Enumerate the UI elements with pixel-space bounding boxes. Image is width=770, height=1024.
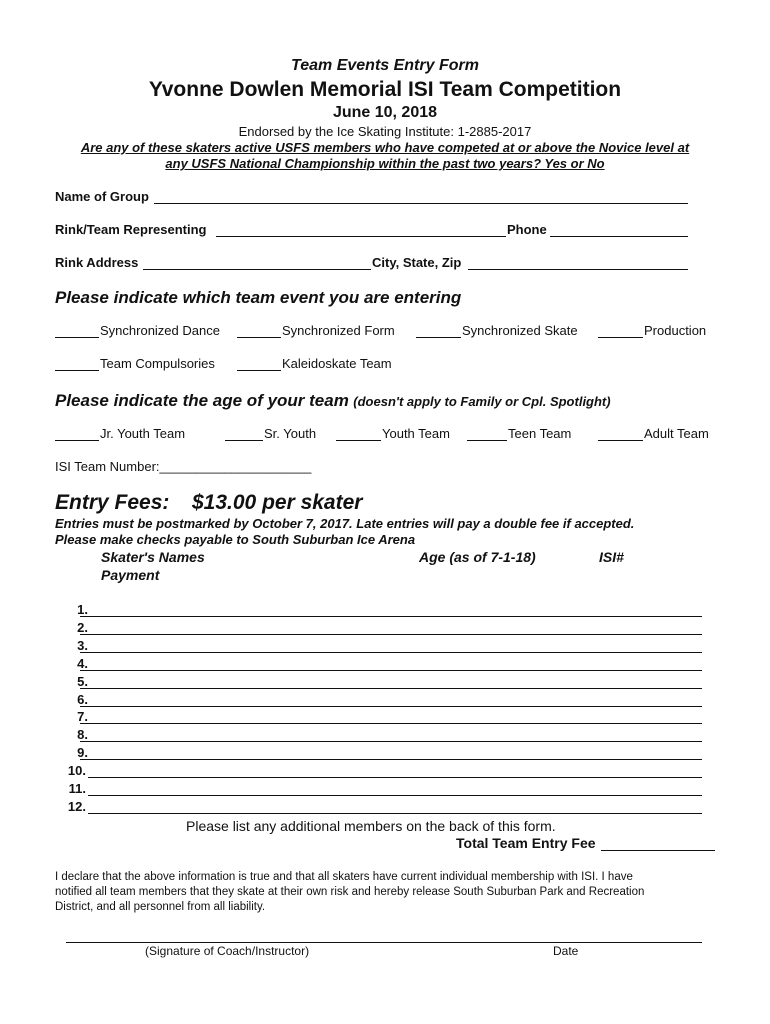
event-section-heading: Please indicate which team event you are entering xyxy=(55,288,462,307)
roster-number: 4. xyxy=(77,655,88,671)
age-option-label: Jr. Youth Team xyxy=(100,426,186,441)
event-option-label: Synchronized Skate xyxy=(462,323,578,338)
age-option-label: Sr. Youth xyxy=(264,426,317,441)
age-heading-note: (doesn't apply to Family or Cpl. Spotlight) xyxy=(353,394,611,409)
group-name-field[interactable] xyxy=(154,203,688,204)
page-title: Yvonne Dowlen Memorial ISI Team Competition xyxy=(148,78,622,101)
entry-fees-heading: Entry Fees: xyxy=(55,491,170,514)
roster-entry-line[interactable] xyxy=(80,688,702,689)
roster-entry-line[interactable] xyxy=(80,706,702,707)
roster-number: 6. xyxy=(77,691,88,707)
roster-number: 9. xyxy=(77,745,88,761)
city-state-zip-field[interactable] xyxy=(468,269,688,270)
usfs-question-line1: Are any of these skaters active USFS members who have competed at or above the Novice level at xyxy=(80,140,690,155)
roster-number: 10. xyxy=(67,763,86,779)
age-blank[interactable] xyxy=(55,427,99,441)
event-date: June 10, 2018 xyxy=(332,104,438,121)
event-blank[interactable] xyxy=(237,324,281,338)
col-skater-names: Skater's Names xyxy=(101,549,205,565)
roster-entry-line[interactable] xyxy=(80,723,702,724)
event-option-sync-skate[interactable] xyxy=(416,323,578,338)
form-subtitle: Team Events Entry Form xyxy=(291,57,479,74)
col-isi: ISI# xyxy=(599,549,624,565)
age-option-jr-youth[interactable] xyxy=(55,426,185,441)
declaration-line2: notified all team members that they skate at their own risk and hereby release South Suburban Park and Recreation xyxy=(55,886,645,898)
endorsement-text: Endorsed by the Ice Skating Institute: 1-2885-2017 xyxy=(238,124,532,139)
event-option-label: Team Compulsories xyxy=(100,356,215,371)
roster-number: 5. xyxy=(77,673,88,689)
age-option-sr-youth[interactable] xyxy=(225,426,316,441)
roster-entry-line[interactable] xyxy=(80,616,702,617)
roster-entry-line[interactable] xyxy=(88,813,702,814)
event-blank[interactable] xyxy=(55,324,99,338)
age-option-label: Teen Team xyxy=(508,426,572,441)
age-blank[interactable] xyxy=(467,427,507,441)
age-blank[interactable] xyxy=(598,427,643,441)
event-option-kaleidoskate[interactable] xyxy=(237,356,392,371)
roster-entry-line[interactable] xyxy=(88,777,702,778)
age-option-label: Youth Team xyxy=(382,426,450,441)
event-option-label: Synchronized Dance xyxy=(100,323,220,338)
age-option-youth[interactable] xyxy=(336,426,450,441)
event-option-sync-dance[interactable] xyxy=(55,323,220,338)
event-option-label: Synchronized Form xyxy=(282,323,395,338)
rink-team-field[interactable] xyxy=(216,236,506,237)
age-section-heading xyxy=(55,391,611,411)
age-heading-text: Please indicate the age of your team xyxy=(55,391,349,410)
event-blank[interactable] xyxy=(237,357,281,371)
total-fee-field[interactable] xyxy=(601,850,715,851)
col-payment: Payment xyxy=(101,567,160,583)
total-fee-label: Total Team Entry Fee xyxy=(456,835,596,851)
roster-number: 1. xyxy=(77,602,88,617)
roster-entry-line[interactable] xyxy=(80,670,702,671)
roster-number: 3. xyxy=(77,637,88,653)
phone-label: Phone xyxy=(507,222,547,237)
event-blank[interactable] xyxy=(416,324,461,338)
roster-number: 7. xyxy=(77,709,88,725)
rink-team-label: Rink/Team Representing xyxy=(55,222,207,237)
declaration-line1: I declare that the above information is true and that all skaters have current individual membership with ISI. I have xyxy=(55,871,633,883)
isi-team-number-field[interactable]: ISI Team Number:_____________________ xyxy=(55,459,312,474)
city-state-zip-label: City, State, Zip xyxy=(372,255,462,270)
date-label: Date xyxy=(553,944,579,958)
roster-entry-line[interactable] xyxy=(80,652,702,653)
rink-address-field[interactable] xyxy=(143,269,371,270)
event-option-label: Production xyxy=(644,323,707,338)
age-blank[interactable] xyxy=(336,427,381,441)
age-option-label: Adult Team xyxy=(644,426,709,441)
col-age: Age (as of 7-1-18) xyxy=(419,549,536,565)
entry-fee-amount: $13.00 per skater xyxy=(192,491,363,514)
age-option-teen[interactable] xyxy=(467,426,571,441)
roster-number: 11. xyxy=(68,781,86,796)
postmark-note: Entries must be postmarked by October 7, 2017. Late entries will pay a double fee if accepted. xyxy=(55,516,635,531)
age-option-adult[interactable] xyxy=(598,426,709,441)
group-name-label: Name of Group xyxy=(55,189,149,204)
usfs-question-line2: any USFS National Championship within the past two years? Yes or No xyxy=(165,156,605,171)
payable-note: Please make checks payable to South Suburban Ice Arena xyxy=(55,532,416,547)
event-option-production[interactable] xyxy=(598,323,706,338)
event-option-team-compulsories[interactable] xyxy=(55,356,215,371)
roster-number: 12. xyxy=(67,798,86,814)
signature-label: (Signature of Coach/Instructor) xyxy=(145,944,310,958)
roster-entry-line[interactable] xyxy=(80,741,702,742)
additional-members-note: Please list any additional members on the back of this form. xyxy=(186,818,556,834)
age-blank[interactable] xyxy=(225,427,263,441)
signature-line[interactable] xyxy=(66,942,702,943)
roster-entry-line[interactable] xyxy=(80,634,702,635)
event-option-label: Kaleidoskate Team xyxy=(282,356,392,371)
phone-field[interactable] xyxy=(550,236,688,237)
event-blank[interactable] xyxy=(55,357,99,371)
roster-number: 8. xyxy=(77,727,88,743)
roster-entry-line[interactable] xyxy=(80,759,702,760)
roster-number: 2. xyxy=(77,619,88,635)
declaration-line3: District, and all personnel from all liability. xyxy=(55,901,266,913)
rink-address-label: Rink Address xyxy=(55,255,139,270)
event-blank[interactable] xyxy=(598,324,643,338)
event-option-sync-form[interactable] xyxy=(237,323,395,338)
roster-entry-line[interactable] xyxy=(88,795,702,796)
